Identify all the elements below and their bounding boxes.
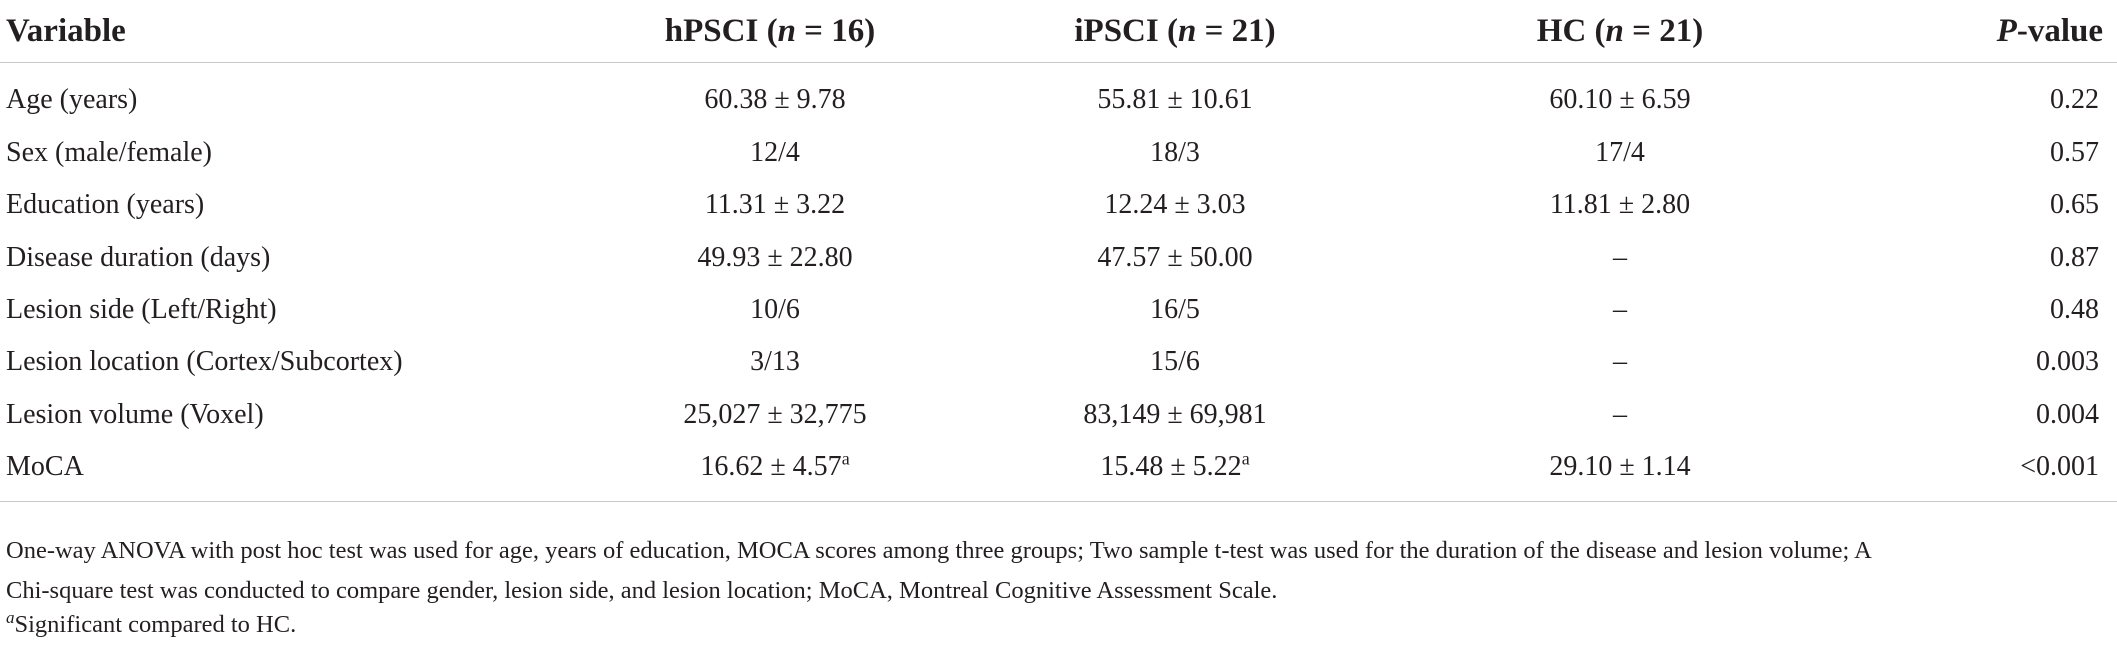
cell-hpsci xyxy=(560,63,930,128)
header-hpsci-n: n xyxy=(777,12,796,49)
cell-variable: Education (years) xyxy=(6,189,205,221)
header-row xyxy=(0,0,2117,63)
cell-ipsci xyxy=(930,127,1410,179)
cell-hpsci xyxy=(560,179,930,231)
header-ipsci-count: = 21) xyxy=(1196,12,1276,49)
cell-hc: – xyxy=(1613,294,1627,326)
cell-ipsci-value: 47.57 ± 50.00 xyxy=(1097,241,1253,273)
table-row xyxy=(0,179,2117,231)
header-hpsci-name: hPSCI ( xyxy=(664,12,778,49)
cell-pvalue: 0.65 xyxy=(2050,189,2099,221)
header-pvalue-p: P xyxy=(1996,12,2017,49)
cell-hpsci-value: 10/6 xyxy=(750,294,800,326)
header-hc-name: HC ( xyxy=(1536,12,1606,49)
cell-ipsci xyxy=(930,63,1410,128)
cell-hpsci-value: 16.62 ± 4.57 xyxy=(700,450,842,482)
table-row xyxy=(0,63,2117,128)
cell-ipsci xyxy=(930,284,1410,336)
header-pvalue xyxy=(1830,0,2117,63)
cell-pvalue: 0.57 xyxy=(2050,137,2099,169)
cell-variable: Lesion location (Cortex/Subcortex) xyxy=(6,346,403,378)
cell-hpsci xyxy=(560,441,930,502)
cell-variable: MoCA xyxy=(0,441,560,502)
header-hc-n: n xyxy=(1605,12,1624,49)
cell-variable: Age (years) xyxy=(6,84,138,115)
cell-variable: Disease duration (days) xyxy=(6,241,271,273)
cell-ipsci xyxy=(930,336,1410,388)
table-row xyxy=(0,232,2117,284)
cell-ipsci-value: 16/5 xyxy=(1150,294,1200,326)
footnote-significance-marker: a xyxy=(6,607,15,627)
table-row xyxy=(0,336,2117,388)
cell-pvalue: 0.87 xyxy=(2050,241,2099,273)
cell-hc: 29.10 ± 1.14 xyxy=(1410,441,1830,502)
cell-ipsci-sup: a xyxy=(1241,448,1250,469)
cell-hc: – xyxy=(1613,398,1627,430)
cell-pvalue: 0.004 xyxy=(2036,398,2099,430)
cell-hpsci-value: 3/13 xyxy=(750,346,800,378)
cell-hpsci xyxy=(560,336,930,388)
table-row xyxy=(0,441,2117,502)
footnote-methods-line1: One-way ANOVA with post hoc test was used for age, years of education, MOCA scores among three groups; Two sample t-test was used for the duration of the disease and lesion volume; A xyxy=(6,537,1872,564)
header-ipsci-name: iPSCI ( xyxy=(1074,12,1178,49)
cell-hpsci xyxy=(560,232,930,284)
table-row xyxy=(0,388,2117,440)
header-variable: Variable xyxy=(0,0,560,63)
footnote-significance xyxy=(6,606,2106,643)
cell-variable: Lesion side (Left/Right) xyxy=(6,294,277,326)
cell-hpsci xyxy=(560,284,930,336)
cell-variable: Lesion volume (Voxel) xyxy=(6,398,264,430)
header-ipsci xyxy=(930,0,1410,63)
header-hc xyxy=(1410,0,1830,63)
table-row xyxy=(0,284,2117,336)
cell-hpsci-sup: a xyxy=(841,448,850,469)
cell-hpsci-value: 60.38 ± 9.78 xyxy=(704,84,846,115)
cell-ipsci xyxy=(930,441,1410,502)
table-header xyxy=(0,0,2117,63)
cell-ipsci-value: 83,149 ± 69,981 xyxy=(1083,398,1267,430)
table-row xyxy=(0,127,2117,179)
cell-pvalue: 0.003 xyxy=(2036,346,2099,378)
header-pvalue-rest: -value xyxy=(2016,12,2103,49)
cell-hc: – xyxy=(1613,346,1627,378)
cell-ipsci-value: 18/3 xyxy=(1150,137,1200,169)
cell-ipsci xyxy=(930,232,1410,284)
header-hpsci-count: = 16) xyxy=(795,12,876,49)
cell-hpsci-value: 25,027 ± 32,775 xyxy=(683,398,867,430)
cell-ipsci xyxy=(930,388,1410,440)
cell-hc: 11.81 ± 2.80 xyxy=(1549,189,1691,221)
header-hpsci xyxy=(560,0,930,63)
cell-hc: 60.10 ± 6.59 xyxy=(1549,84,1691,115)
cell-hpsci xyxy=(560,127,930,179)
cell-hc: – xyxy=(1613,241,1627,273)
cell-ipsci-value: 15.48 ± 5.22 xyxy=(1100,450,1242,482)
cell-ipsci xyxy=(930,179,1410,231)
header-ipsci-n: n xyxy=(1177,12,1197,49)
cell-ipsci-value: 55.81 ± 10.61 xyxy=(1097,84,1253,115)
cell-hpsci-value: 12/4 xyxy=(750,137,800,169)
cell-pvalue: 0.22 xyxy=(2050,84,2099,115)
cell-ipsci-value: 12.24 ± 3.03 xyxy=(1104,189,1246,221)
table-body xyxy=(0,63,2117,502)
footnote-significance-text: Significant compared to HC. xyxy=(14,611,297,638)
cell-hpsci-value: 11.31 ± 3.22 xyxy=(704,189,846,221)
cell-hpsci-value: 49.93 ± 22.80 xyxy=(697,241,853,273)
cell-pvalue: <0.001 xyxy=(1830,441,2117,502)
cell-hpsci xyxy=(560,388,930,440)
cell-pvalue: 0.48 xyxy=(2050,294,2099,326)
cell-ipsci-value: 15/6 xyxy=(1150,346,1200,378)
footnote-methods-line2: Chi-square test was conducted to compare gender, lesion side, and lesion location; MoCA, Montreal Cognitive Assessment Scale. xyxy=(6,577,1278,604)
header-hc-count: = 21) xyxy=(1623,12,1704,49)
cell-hc: 17/4 xyxy=(1595,137,1645,169)
cell-variable: Sex (male/female) xyxy=(6,137,213,169)
